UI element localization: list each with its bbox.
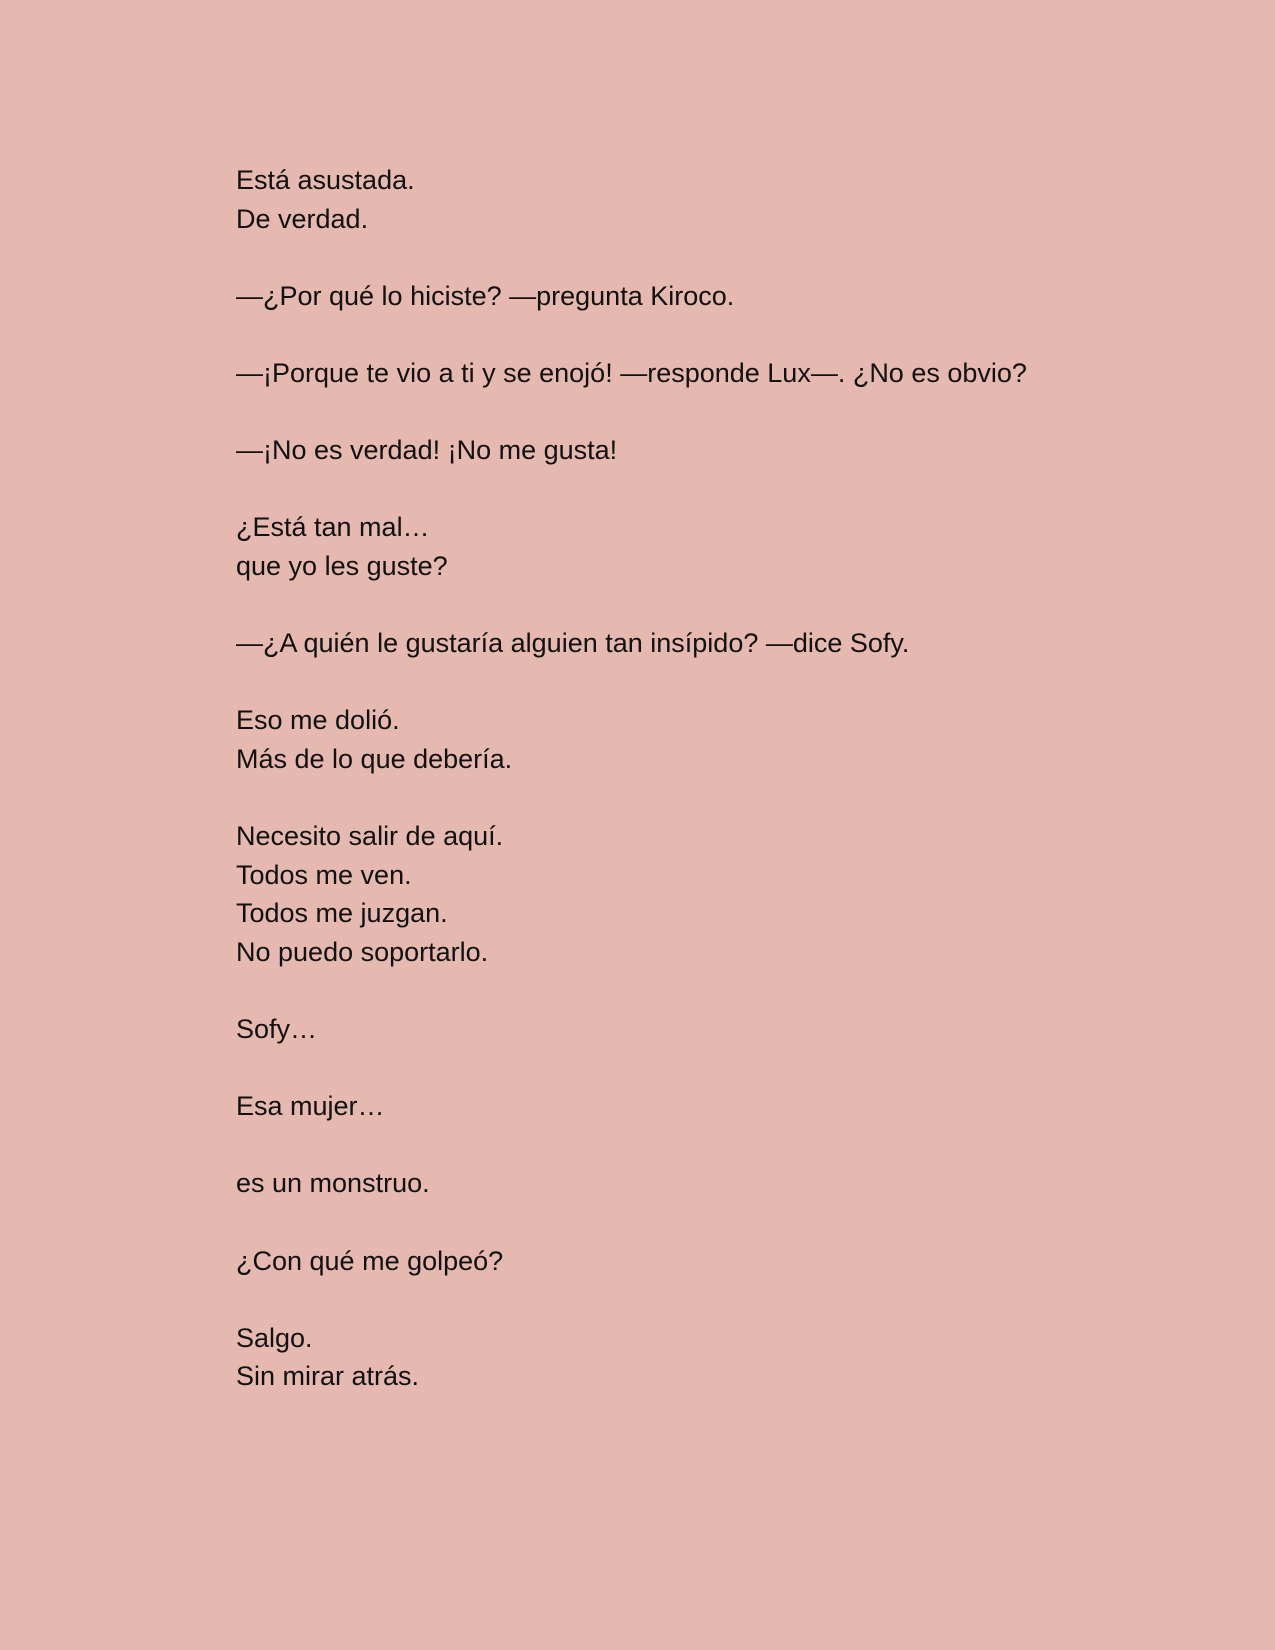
- text-line: Todos me juzgan.: [236, 898, 448, 929]
- text-line: Está asustada.: [236, 165, 415, 195]
- blank-line: [236, 1126, 1196, 1165]
- text-line: —¿Por qué lo hiciste? —pregunta Kiroco.: [236, 280, 735, 311]
- blank-line: [236, 470, 1196, 509]
- text-line: Eso me dolió.: [236, 705, 400, 736]
- text-line: —¡Porque te vio a ti y se enojó! —responde Lux—. ¿No es obvio?: [236, 357, 1027, 388]
- text-line: Más de lo que debería.: [236, 743, 513, 774]
- blank-line: [236, 1280, 1196, 1319]
- text-line: que yo les guste?: [236, 550, 448, 581]
- blank-line: [236, 1203, 1196, 1242]
- text-line: Esa mujer…: [236, 1091, 385, 1122]
- document-page: [236, 161, 1196, 1396]
- blank-line: [236, 315, 1196, 354]
- text-line: No puedo soportarlo.: [236, 936, 489, 967]
- blank-line: [236, 586, 1196, 625]
- text-line: Sin mirar atrás.: [236, 1361, 420, 1392]
- text-line: De verdad.: [236, 203, 369, 234]
- text-line: Salgo.: [236, 1322, 313, 1353]
- text-line: Necesito salir de aquí.: [236, 821, 504, 852]
- text-line: ¿Está tan mal…: [236, 512, 430, 543]
- blank-line: [236, 393, 1196, 432]
- blank-line: [236, 238, 1196, 277]
- text-line: ¿Con qué me golpeó?: [236, 1245, 504, 1276]
- text-line: —¡No es verdad! ¡No me gusta!: [236, 435, 618, 466]
- blank-line: [236, 971, 1196, 1010]
- text-line: Todos me ven.: [236, 859, 412, 890]
- text-line: Sofy…: [236, 1014, 318, 1045]
- text-line: es un monstruo.: [236, 1168, 430, 1199]
- blank-line: [236, 779, 1196, 818]
- blank-line: [236, 663, 1196, 702]
- text-line: —¿A quién le gustaría alguien tan insípido? —dice Sofy.: [236, 628, 910, 659]
- blank-line: [236, 1049, 1196, 1088]
